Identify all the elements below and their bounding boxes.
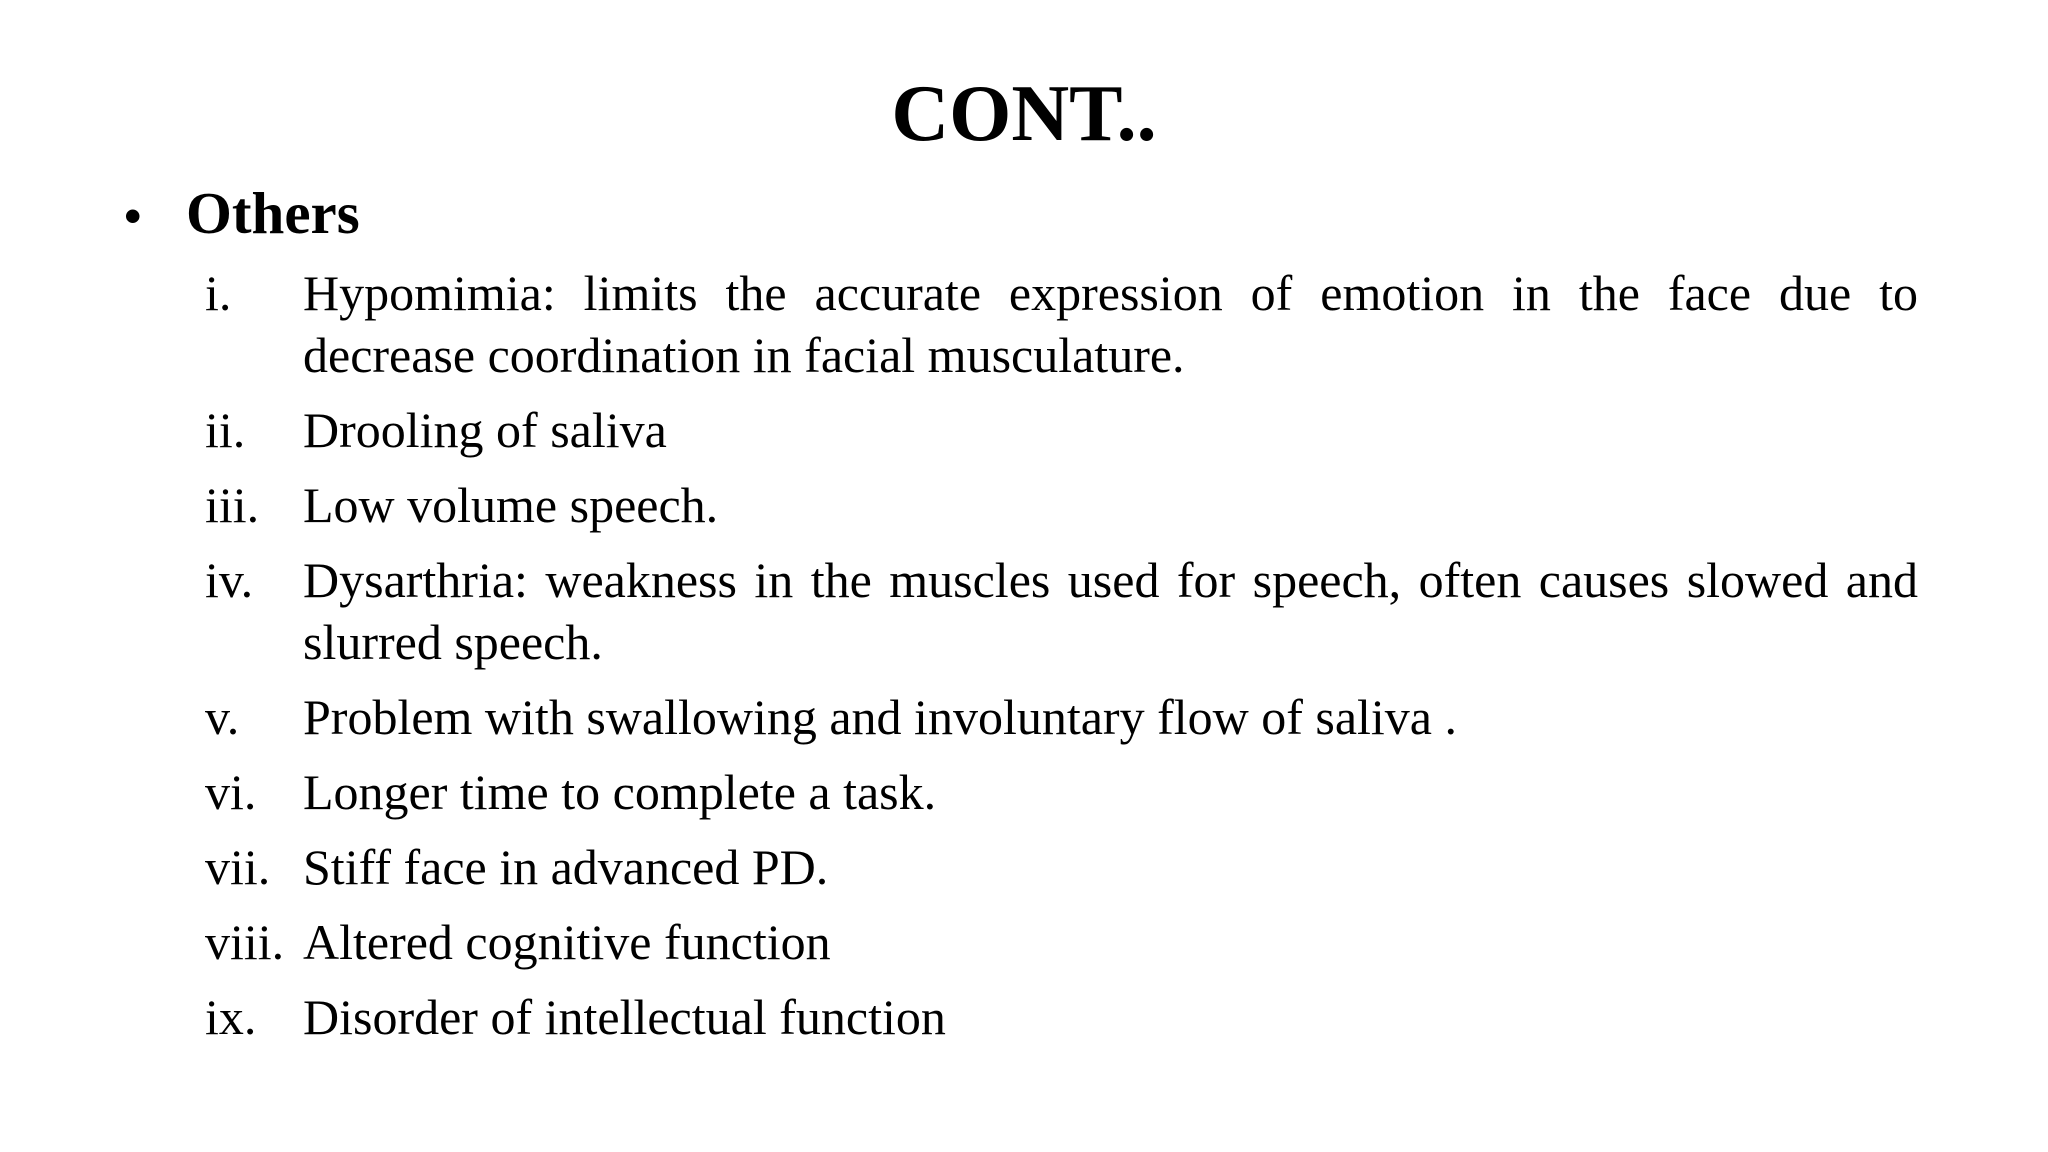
list-item-number: viii. [205,914,285,970]
list-item [205,549,1918,673]
list-item [205,986,1918,1048]
section-label: Others [186,180,360,246]
list-item-number: i. [205,265,232,321]
list-item-number: iii. [205,477,260,533]
numbered-list [205,262,1918,1061]
list-item-text: Altered cognitive function [303,914,831,970]
list-item-text: Drooling of saliva [303,402,667,458]
list-item-number: ix. [205,989,257,1045]
list-item [205,911,1918,973]
list-item-text: Hypomimia: limits the accurate expression of emotion in the face due to decrease coordination in facial musculature. [303,265,1918,383]
list-item [205,399,1918,461]
list-item [205,686,1918,748]
list-item-number: vi. [205,764,257,820]
list-item [205,262,1918,386]
list-item [205,474,1918,536]
list-item-number: ii. [205,402,246,458]
list-item-text: Low volume speech. [303,477,719,533]
list-item [205,761,1918,823]
list-item-number: vii. [205,839,271,895]
list-item-number: v. [205,689,240,745]
section-heading [124,178,360,249]
bullet-icon: • [124,188,142,244]
slide-title: CONT.. [891,70,1157,158]
list-item-text: Longer time to complete a task. [303,764,937,820]
list-item-number: iv. [205,552,254,608]
list-item-text: Problem with swallowing and involuntary flow of saliva . [303,689,1458,745]
list-item-text: Disorder of intellectual function [303,989,946,1045]
list-item-text: Dysarthria: weakness in the muscles used for speech, often causes slowed and slurred speech. [303,552,1918,670]
list-item-text: Stiff face in advanced PD. [303,839,829,895]
list-item [205,836,1918,898]
